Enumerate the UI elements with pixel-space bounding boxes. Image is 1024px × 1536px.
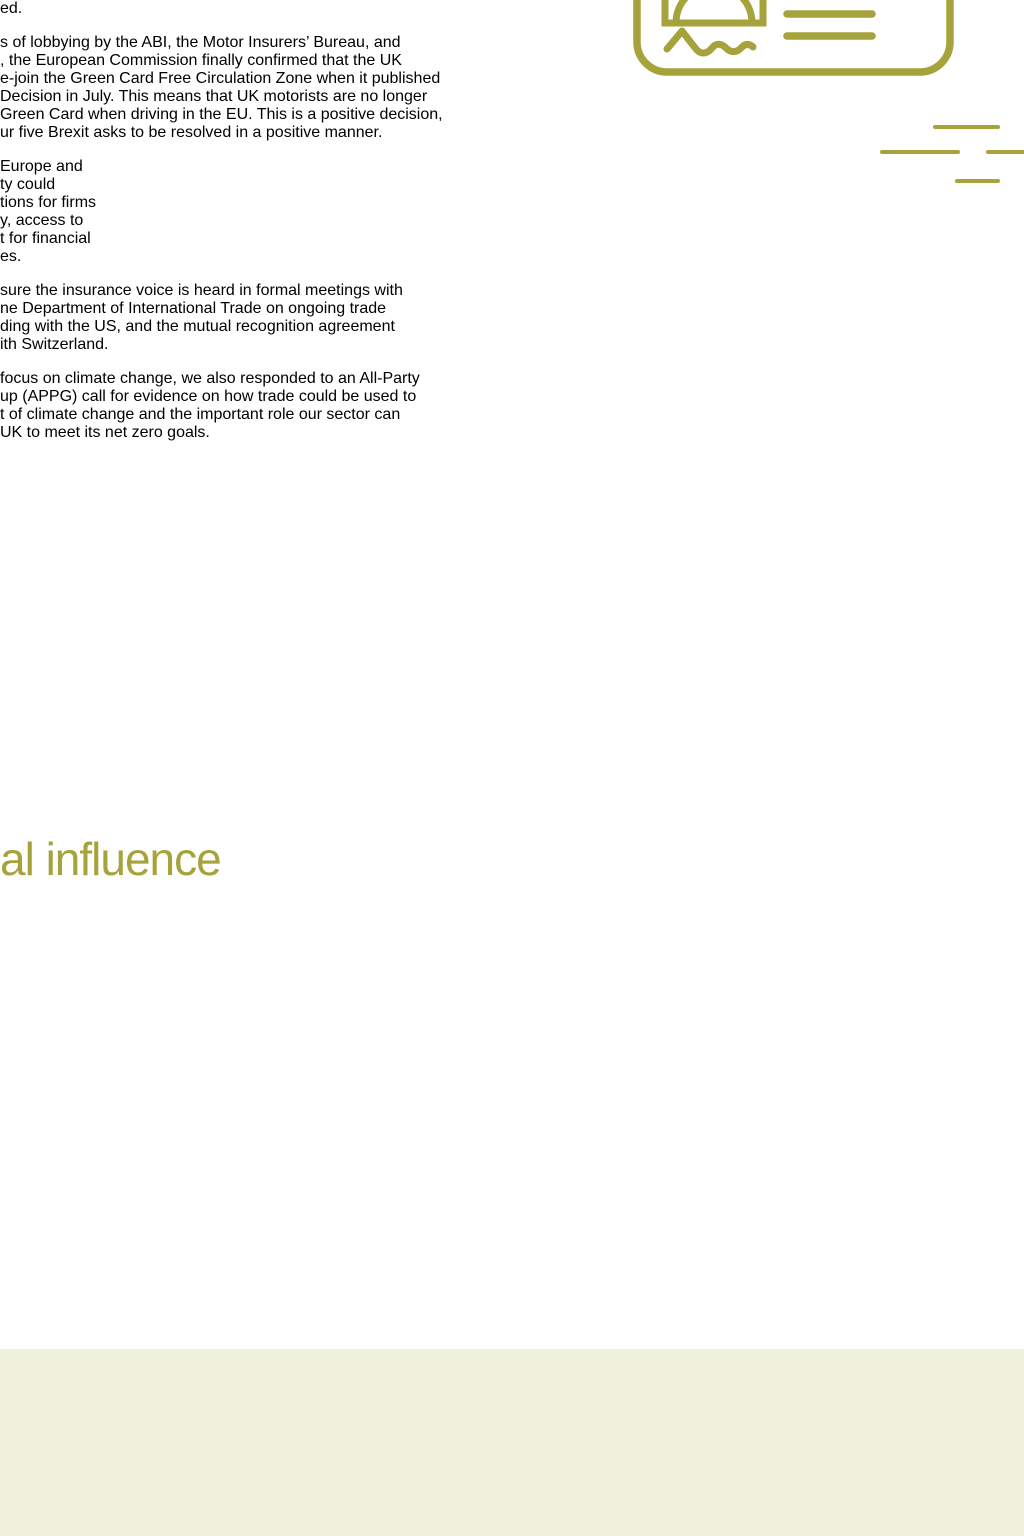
green-card-icon <box>600 0 1024 90</box>
text-line: ty could <box>0 176 56 193</box>
signature-squiggle <box>667 31 753 53</box>
speed-line-icon <box>880 150 960 154</box>
text-line: s of lobbying by the ABI, the Motor Insurers’ Bureau, and <box>0 34 401 51</box>
text-line: ed. <box>0 0 23 17</box>
text-line: e-join the Green Card Free Circulation Zone when it published <box>0 70 441 87</box>
bottom-panel <box>0 1349 1024 1536</box>
text-line: focus on climate change, we also responded to an All-Party <box>0 370 420 387</box>
text-line: ur five Brexit asks to be resolved in a positive manner. <box>0 124 383 141</box>
text-line: ith Switzerland. <box>0 336 109 353</box>
text-line: es. <box>0 248 22 265</box>
speed-line-icon <box>986 150 1024 154</box>
text-line: Green Card when driving in the EU. This is a positive decision, <box>0 106 443 123</box>
speed-line-icon <box>933 125 1000 129</box>
text-line: t for financial <box>0 230 91 247</box>
text-line: ding with the US, and the mutual recognition agreement <box>0 318 395 335</box>
text-line: sure the insurance voice is heard in formal meetings with <box>0 282 403 299</box>
text-line: t of climate change and the important role our sector can <box>0 406 401 423</box>
text-line: ne Department of International Trade on ongoing trade <box>0 300 387 317</box>
text-line: tions for firms <box>0 194 97 211</box>
text-line: up (APPG) call for evidence on how trade could be used to <box>0 388 417 405</box>
speed-line-icon <box>955 179 1000 183</box>
text-line: Decision in July. This means that UK motorists are no longer <box>0 88 428 105</box>
text-line: Europe and <box>0 158 83 175</box>
section-heading: al influence <box>0 833 221 885</box>
text-line: UK to meet its net zero goals. <box>0 424 210 441</box>
text-line: y, access to <box>0 212 84 229</box>
text-line: , the European Commission finally confirmed that the UK <box>0 52 402 69</box>
